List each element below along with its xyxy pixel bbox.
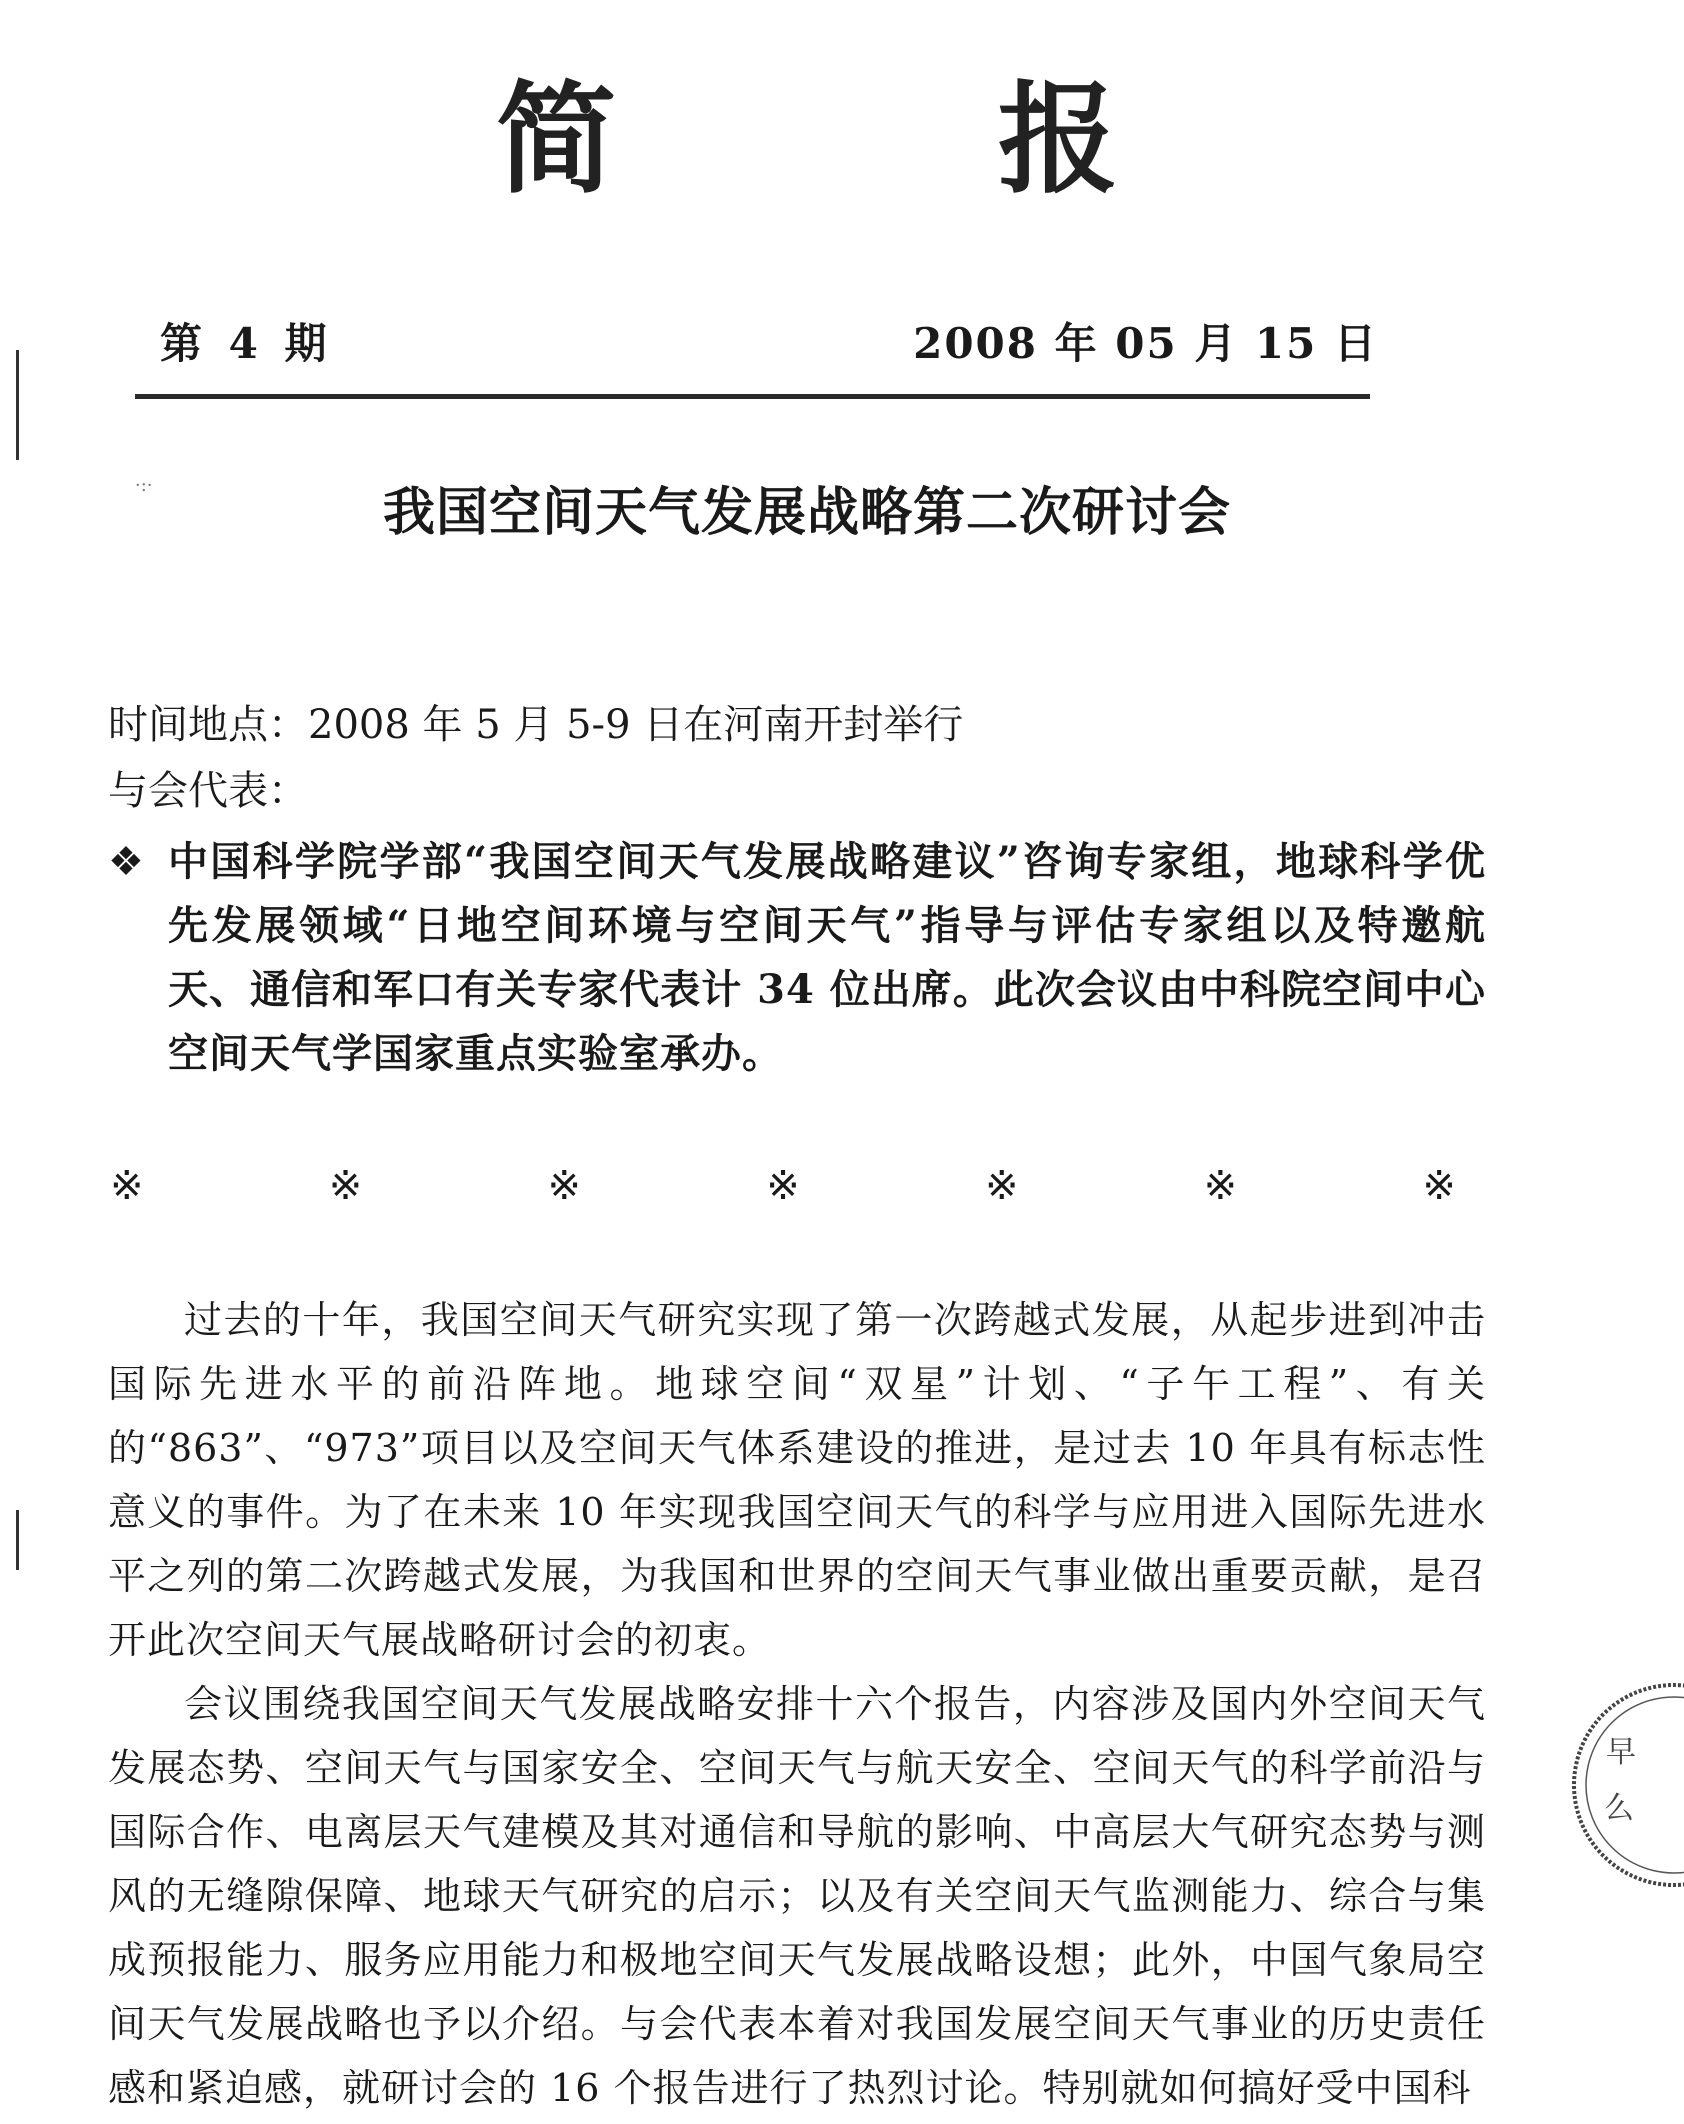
- attendees-text: 中国科学院学部“我国空间天气发展战略建议”咨询专家组，地球科学优先发展领域“日地空间环境与空间天气”指导与评估专家组以及特邀航天、通信和军口有关专家代表计 34 位出席。此次会议由中科院空间中心空间天气学国家重点实验室承办。: [168, 838, 1486, 1077]
- attendees-label: 与会代表：: [108, 768, 308, 814]
- issue-info-row: [160, 316, 1378, 372]
- body-paragraph: 会议围绕我国空间天气发展战略安排十六个报告，内容涉及国内外空间天气发展态势、空间天气与国家安全、空间天气与航天安全、空间天气的科学前沿与国际合作、电离层天气建模及其对通信和导航的影响、中高层大气研究态势与测风的无缝隙保障、地球天气研究的启示；以及有关空间天气监测能力、综合与集成预报能力、服务应用能力和极地空间天气发展战略设想；此外，中国气象局空间天气发展战略也予以介绍。与会代表本着对我国发展空间天气事业的历史责任感和紧迫感，就研讨会的 16 个报告进行了热烈讨论。特别就如何搞好受中国科: [108, 1682, 1486, 2110]
- seal-char: 早: [1606, 1735, 1636, 1770]
- divider-mark: ※: [110, 1163, 144, 1209]
- body-paragraph: 过去的十年，我国空间天气研究实现了第一次跨越式发展，从起步进到冲击国际先进水平的前沿阵地。地球空间“双星”计划、“子午工程”、有关的“863”、“973”项目以及空间天气体系建设的推进，是过去 10 年具有标志性意义的事件。为了在未来 10 年实现我国空间天气的科学与应用进入国际先进水平之列的第二次跨越式发展，为我国和世界的空间天气事业做出重要贡献，是召开此次空间天气展战略研讨会的初衷。: [108, 1298, 1486, 1662]
- issue-number: 第 4 期: [160, 319, 333, 368]
- article-headline: 我国空间天气发展战略第二次研讨会: [382, 482, 1231, 543]
- divider-mark: ※: [766, 1163, 800, 1209]
- diamond-bullet-icon: ❖: [108, 839, 144, 885]
- divider-mark: ※: [328, 1163, 363, 1209]
- issue-date: 2008 年 05 月 15 日: [913, 319, 1378, 368]
- scan-speck: ·:·: [135, 475, 153, 496]
- official-seal-stamp: [1524, 1670, 1684, 1900]
- divider-mark: ※: [547, 1163, 581, 1209]
- divider-mark: ※: [1203, 1163, 1238, 1209]
- header-rule: [135, 394, 1370, 399]
- article-body: [108, 1288, 1486, 2120]
- attendees-bullet: [108, 830, 1486, 1086]
- divider-mark: ※: [1422, 1163, 1456, 1209]
- divider-mark: ※: [984, 1163, 1019, 1209]
- masthead-title: 简 报: [496, 69, 1288, 210]
- seal-char: 么: [1604, 1791, 1634, 1826]
- section-divider: [110, 1160, 1456, 1212]
- binding-edge-mark: [16, 350, 19, 460]
- binding-edge-mark: [16, 1510, 19, 1570]
- time-place: 时间地点：2008 年 5 月 5-9 日在河南开封举行: [108, 702, 964, 748]
